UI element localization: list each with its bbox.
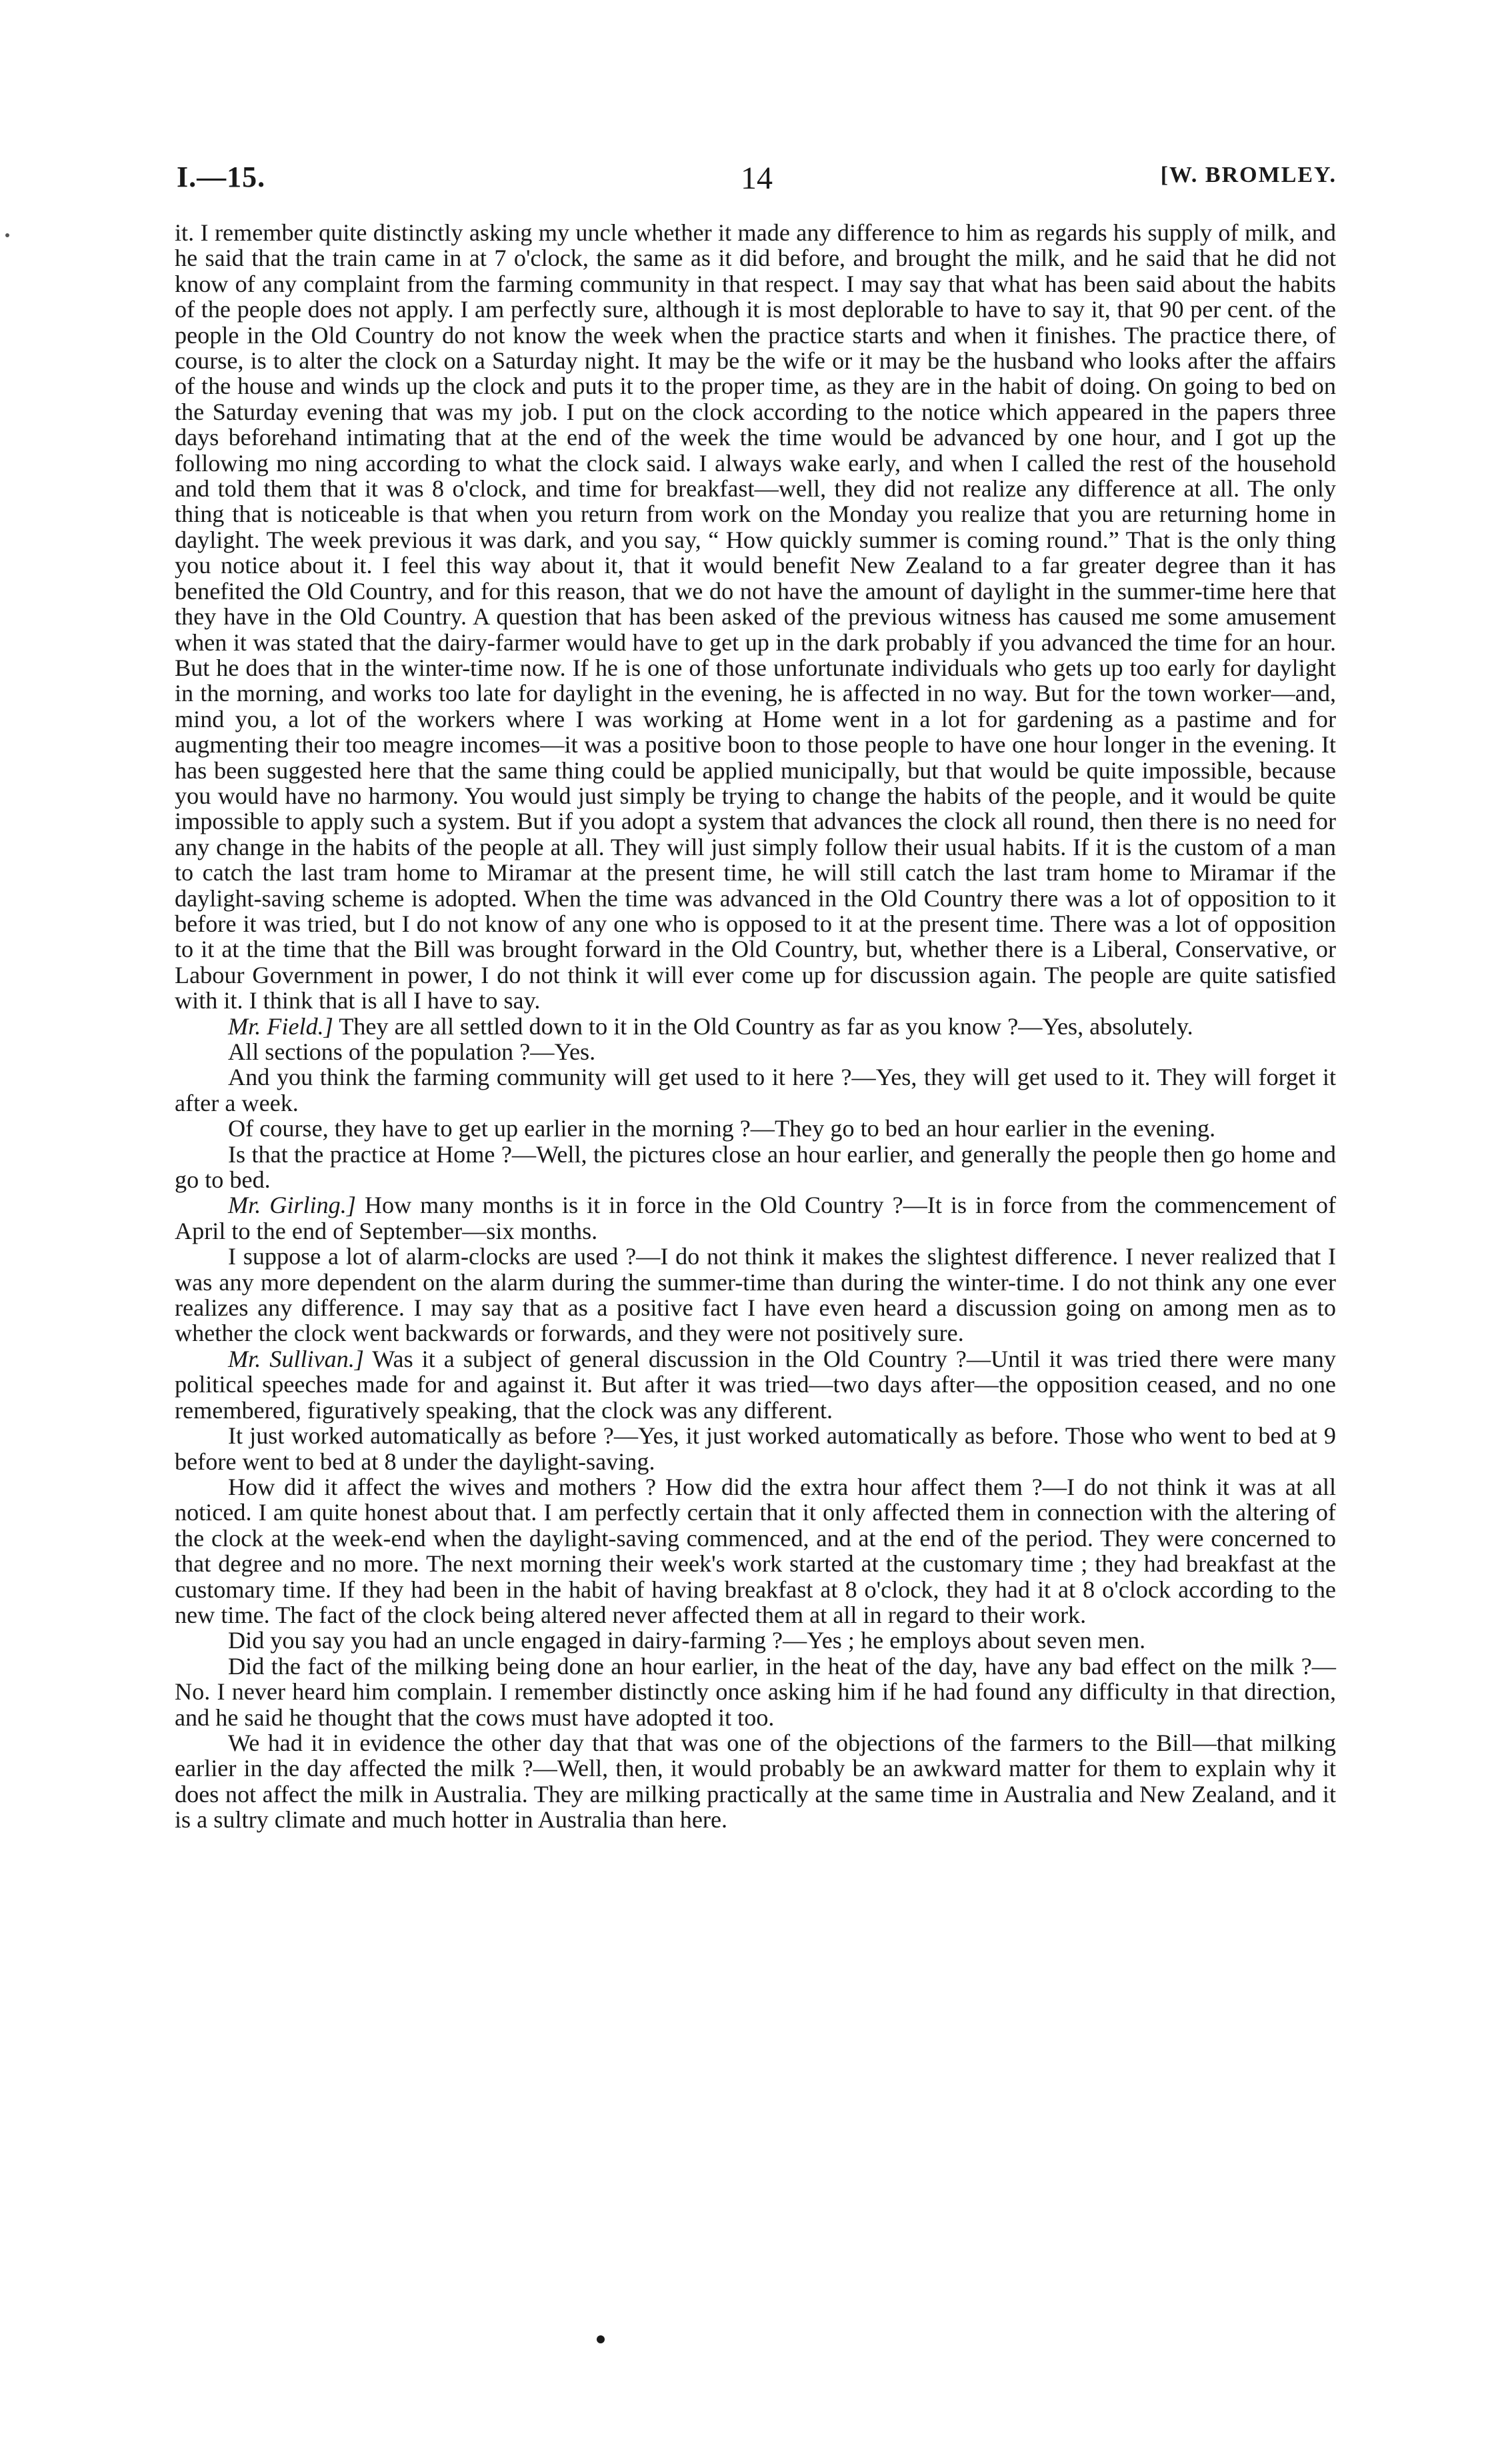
qa-paragraph <box>175 1244 1336 1346</box>
page-number: 14 <box>741 161 773 196</box>
testimony-paragraph <box>175 220 1336 1014</box>
paragraph-text: We had it in evidence the other day that that was one of the objections of the farmers to the Bill—that milking earlier in the day affected the milk ?—Well, then, it would probably be an awkward matter for them to explain why it does not affect the milk in Australia. They are milking practically at the same time in Australia and New Zealand, and it is a sultry climate and much hotter in Australia than here. <box>175 1729 1336 1834</box>
paragraph-text: They are all settled down to it in the Old Country as far as you know ?—Yes, absolutely. <box>333 1012 1193 1040</box>
witness-name: [W. BROMLEY. <box>1160 163 1337 187</box>
qa-paragraph <box>175 1346 1336 1423</box>
qa-paragraph <box>175 1014 1336 1039</box>
ink-mark <box>597 2335 605 2343</box>
qa-paragraph <box>175 1654 1336 1730</box>
paragraph-text: Did the fact of the milking being done an hour earlier, in the heat of the day, have any bad effect on the milk ?—No. I never heard him complain. I remember distinctly once asking him if he had found any difficulty in that direction, and he said he thought that the cows must have adopted it too. <box>175 1652 1336 1731</box>
qa-paragraph <box>175 1064 1336 1116</box>
qa-paragraph <box>175 1474 1336 1628</box>
paragraph-text: Was it a subject of general discussion in the Old Country ?—Until it was tried there were many political speeches made for and against it. But after it was tried—two days after—the opposition ceased, and no one remembered, figuratively speaking, that the clock was any different. <box>175 1345 1336 1424</box>
paragraph-text: Of course, they have to get up earlier in the morning ?—They go to bed an hour earlier in the evening. <box>228 1115 1216 1142</box>
qa-paragraph <box>175 1116 1336 1141</box>
qa-paragraph <box>175 1423 1336 1474</box>
paragraph-text: I suppose a lot of alarm-clocks are used ?—I do not think it makes the slightest difference. I never realized that I was any more dependent on the alarm during the summer-time than during the winter-time. I do not think any one ever realizes any difference. I may say that as a positive fact I have even heard a discussion going on among men as to whether the clock went backwards or forwards, and they were not positively sure. <box>175 1243 1336 1347</box>
paragraph-text: How did it affect the wives and mothers ? How did the extra hour affect them ?—I do not think it was at all noticed. I am quite honest about that. I am perfectly certain that it only affected them in connection with the altering of the clock at the week-end when the daylight-saving commenced, and at the end of the period. They were concerned to that degree and no more. The next morning their week's work started at the customary time ; they had breakfast at the customary time. If they had been in the habit of having breakfast at 8 o'clock, they had it at 8 o'clock according to the new time. The fact of the clock being altered never affected them at all in regard to their work. <box>175 1473 1336 1628</box>
qa-paragraph <box>175 1730 1336 1833</box>
document-body <box>175 220 1336 1833</box>
qa-paragraph <box>175 1142 1336 1193</box>
paragraph-text: Is that the practice at Home ?—Well, the pictures close an hour earlier, and generally the people then go home and go to bed. <box>175 1140 1336 1194</box>
paragraph-text: All sections of the population ?—Yes. <box>228 1038 596 1065</box>
page-header <box>177 160 1337 200</box>
speaker-label: Mr. Girling.] <box>228 1192 356 1219</box>
qa-paragraph <box>175 1192 1336 1244</box>
paragraph-text: How many months is it in force in the Old Country ?—It is in force from the commencement of April to the end of September—six months. <box>175 1192 1336 1244</box>
margin-mark <box>5 233 9 237</box>
qa-paragraph <box>175 1039 1336 1064</box>
paragraph-text: And you think the farming community will get used to it here ?—Yes, they will get used to it. They will forget it after a week. <box>175 1064 1336 1116</box>
qa-paragraph <box>175 1628 1336 1653</box>
document-reference: I.—15. <box>177 161 266 193</box>
speaker-label: Mr. Sullivan.] <box>228 1345 364 1372</box>
paragraph-text: It just worked automatically as before ?—Yes, it just worked automatically as before. Those who went to bed at 9 before went to bed at 8 under the daylight-saving. <box>175 1422 1336 1475</box>
paragraph-text: Did you say you had an uncle engaged in dairy-farming ?—Yes ; he employs about seven men. <box>228 1627 1146 1654</box>
speaker-label: Mr. Field.] <box>228 1012 333 1040</box>
paragraph-text: it. I remember quite distinctly asking my uncle whether it made any difference to him as regards his supply of milk, and he said that the train came in at 7 o'clock, the same as it did before, and brought the milk, and he said that he did not know of any complaint from the farming community in that respect. I may say that what has been said about the habits of the people does not apply. I am perfectly sure, although it is most deplorable to have to say it, that 90 per cent. of the people in the Old Country do not know the week when the practice starts and when it finishes. The practice there, of course, is to alter the clock on a Saturday night. It may be the wife or it may be the husband who looks after the affairs of the house and winds up the clock and puts it to the proper time, as they are in the habit of doing. On going to bed on the Saturday evening that was my job. I put on the clock according to the notice which appeared in the papers three days beforehand intimating that at the end of the week the time would be advanced by one hour, and I got up the following mo ning according to what the clock said. I always wake early, and when I called the rest of the household and told them that it was 8 o'clock, and time for breakfast—well, they did not realize any difference at all. The only thing that is noticeable is that when you return from work on the Monday you realize that you are returning home in daylight. The week previous it was dark, and you say, “ How quickly summer is coming round.” That is the only thing you notice about it. I feel this way about it, that it would benefit New Zealand to a far greater degree than it has benefited the Old Country, and for this reason, that we do not have the amount of daylight in the summer-time here that they have in the Old Country. A question that has been asked of the previous witness has caused me some amusement when it was stated that the dairy-farmer would have to get up in the dark probably if you advanced the time for an hour. But he does that in the winter-time now. If he is one of those unfortunate individuals who gets up too early for daylight in the morning, and works too late for daylight in the evening, he is affected in no way. But for the town worker—and, mind you, a lot of the workers where I was working at Home went in a lot for gardening as a pastime and for augmenting their too meagre incomes—it was a positive boon to those people to have one hour longer in the evening. It has been suggested here that the same thing could be applied municipally, but that would be quite impossible, because you would have no harmony. You would just simply be trying to change the habits of the people, and it would be quite impossible to apply such a system. But if you adopt a system that advances the clock all round, then there is no need for any change in the habits of the people at all. They will just simply follow their usual habits. If it is the custom of a man to catch the last tram home to Miramar at the present time, he will still catch the last tram home to Miramar if the daylight-saving scheme is adopted. When the time was advanced in the Old Country there was a lot of opposition to it before it was tried, but I do not know of any one who is opposed to it at the present time. There was a lot of opposition to it at the time that the Bill was brought forward in the Old Country, but, whether there is a Liberal, Conservative, or Labour Government in power, I do not think it will ever come up for discussion again. The people are quite satisfied with it. I think that is all I have to say. <box>175 219 1336 1014</box>
